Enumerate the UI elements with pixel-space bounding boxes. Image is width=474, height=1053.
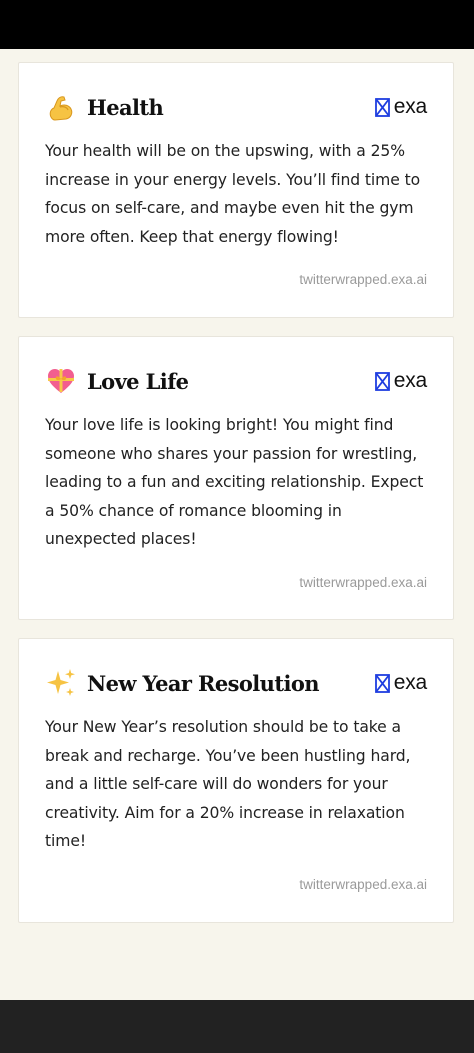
card-title: Love Life [87, 368, 189, 394]
exa-brand[interactable] [375, 95, 427, 119]
sparkles-icon [45, 667, 77, 699]
card-footer-link[interactable]: twitterwrapped.exa.ai [299, 877, 427, 892]
brand-name: exa [393, 95, 427, 118]
flexed-biceps-icon [45, 91, 77, 123]
new-year-resolution-card [18, 638, 454, 923]
exa-logo-icon [375, 674, 390, 693]
card-title: Health [87, 94, 164, 120]
card-header [45, 91, 427, 123]
card-header [45, 365, 427, 397]
brand-name: exa [393, 671, 427, 694]
card-body: Your health will be on the upswing, with a 25% increase in your energy levels. You’ll find time to focus on self-care, and maybe even hit the gym more often. Keep that energy flowing! [45, 142, 421, 246]
exa-brand[interactable] [375, 369, 427, 393]
bottom-navigation-bar [0, 1000, 474, 1053]
card-body: Your love life is looking bright! You might find someone who shares your passion for wrestling, leading to a fun and exciting relationship. Expect a 50% chance of romance blooming in unexpected places! [45, 416, 424, 549]
status-bar [0, 0, 474, 49]
exa-logo-icon [375, 372, 390, 391]
health-card [18, 62, 454, 318]
heart-with-ribbon-icon [45, 365, 77, 397]
love-life-card [18, 336, 454, 620]
exa-logo-icon [375, 98, 390, 117]
card-footer-link[interactable]: twitterwrapped.exa.ai [299, 575, 427, 590]
card-header [45, 667, 427, 699]
card-footer-link[interactable]: twitterwrapped.exa.ai [299, 272, 427, 287]
brand-name: exa [393, 369, 427, 392]
card-title: New Year Resolution [87, 670, 319, 696]
exa-brand[interactable] [375, 671, 427, 695]
card-body: Your New Year’s resolution should be to take a break and recharge. You’ve been hustling hard, and a little self-care will do wonders for your creativity. Aim for a 20% increase in relaxation time! [45, 718, 411, 851]
